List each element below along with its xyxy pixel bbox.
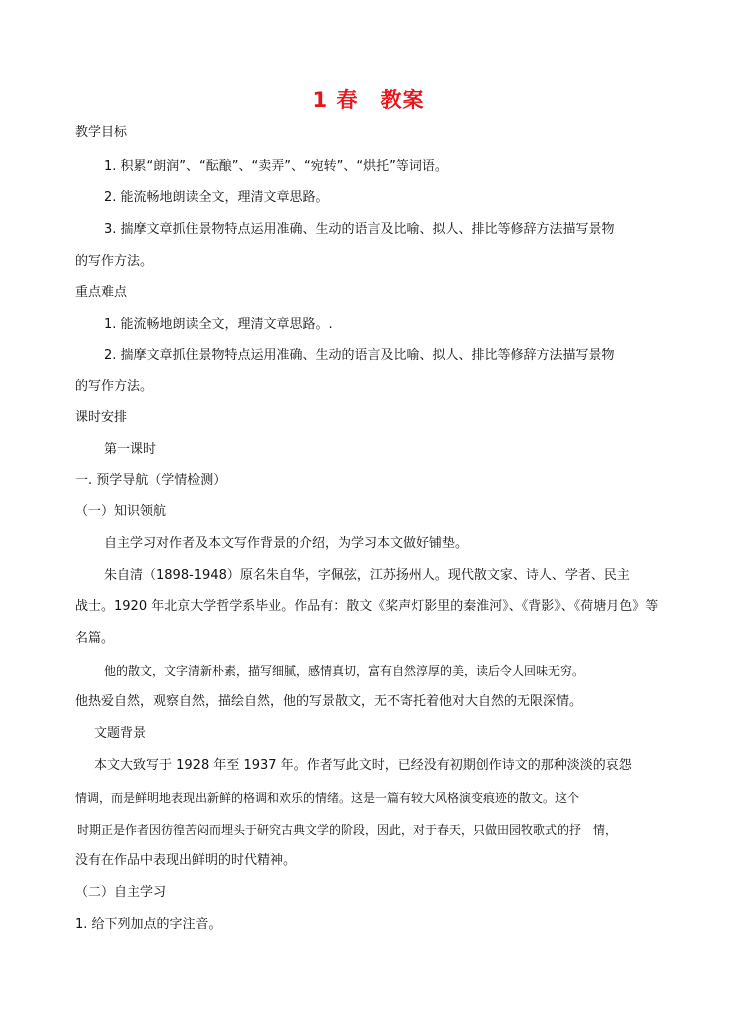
text-line: 第一课时	[104, 442, 157, 457]
text-line: 他的散文，文字清新朴素，描写细腻，感情真切，富有自然淳厚的美，读后令人回味无穷。	[104, 664, 585, 678]
page-title: 1 春 教案	[312, 88, 425, 112]
text-line: 重点难点	[75, 285, 128, 300]
text-line: 战士。1920 年北京大学哲学系毕业。作品有：散文《桨声灯影里的秦淮河》、《背影》、《荷塘月色》等	[75, 599, 659, 614]
text-line: 课时安排	[75, 410, 128, 425]
text-line: 2. 揣摩文章抓住景物特点运用准确、生动的语言及比喻、拟人、排比等修辞方法描写景物	[104, 348, 615, 363]
text-line: （二）自主学习	[75, 885, 167, 900]
text-line: 朱自清（1898-1948）原名朱自华，字佩弦，江苏扬州人。现代散文家、诗人、学者、民主	[104, 568, 630, 583]
text-line: 没有在作品中表现出鲜明的时代精神。	[75, 853, 297, 868]
text-line: 一. 预学导航（学情检测）	[75, 473, 227, 488]
text-line: 名篇。	[75, 631, 115, 646]
text-line: 教学目标	[75, 125, 128, 140]
text-line: （一）知识领航	[75, 504, 167, 519]
text-line: 自主学习对作者及本文写作背景的介绍，为学习本文做好铺垫。	[104, 536, 469, 551]
text-line: 文题背景	[94, 726, 147, 741]
text-line: 1. 给下列加点的字注音。	[75, 917, 222, 932]
text-line: 情调，而是鲜明地表现出新鲜的格调和欢乐的情绪。这是一篇有较大风格演变痕迹的散文。这个	[75, 791, 580, 805]
text-line: 3. 揣摩文章抓住景物特点运用准确、生动的语言及比喻、拟人、排比等修辞方法描写景物	[104, 222, 615, 237]
text-line: 1. 积累“朗润”、“酝酿”、“卖弄”、“宛转”、“烘托”等词语。	[104, 159, 448, 174]
text-line: 他热爱自然，观察自然，描绘自然，他的写景散文，无不寄托着他对大自然的无限深情。	[75, 694, 583, 709]
text-line: 时期正是作者因彷徨苦闷而埋头于研究古典文学的阶段，因此，对于春天，只做田园牧歌式的抒 情，	[77, 823, 618, 837]
text-line: 本文大致写于 1928 年至 1937 年。作者写此文时，已经没有初期创作诗文的那种淡淡的哀怨	[94, 758, 632, 773]
text-line: 2. 能流畅地朗读全文，理清文章思路。	[104, 190, 329, 205]
text-line: 的写作方法。	[75, 379, 154, 394]
text-line: 1. 能流畅地朗读全文，理清文章思路。.	[104, 317, 333, 332]
text-line: 的写作方法。	[75, 254, 154, 269]
